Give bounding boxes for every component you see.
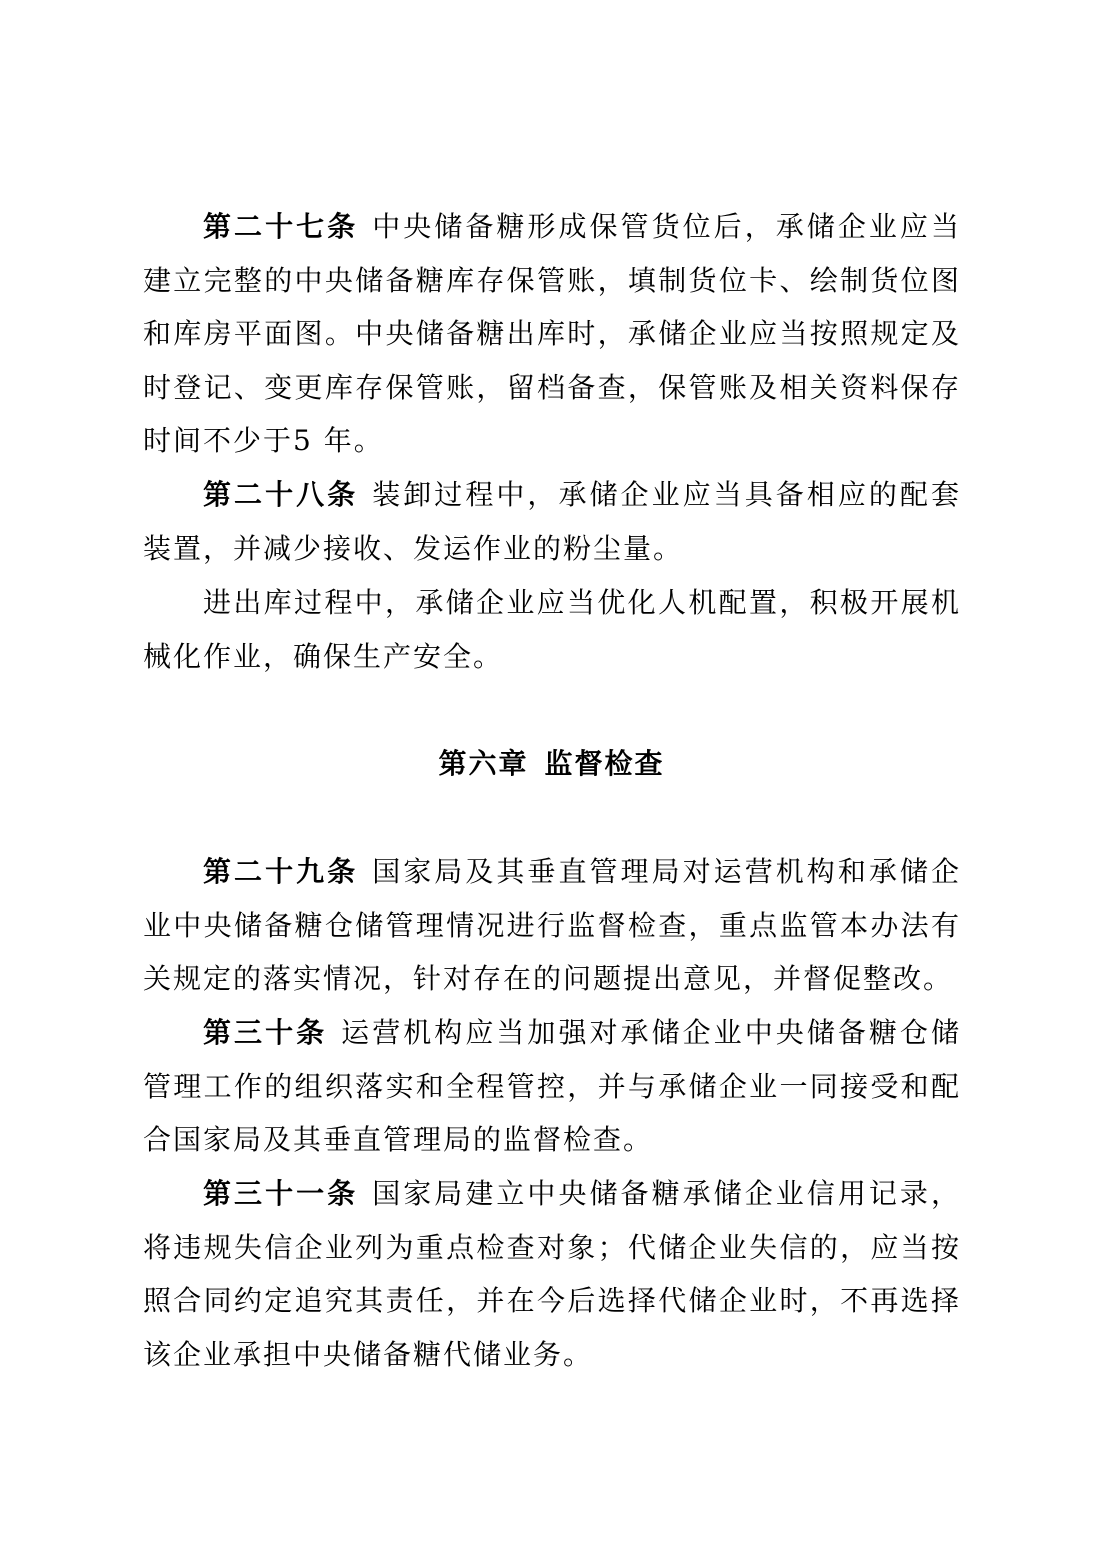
article-label: 第三十条 — [203, 1016, 328, 1049]
article-label: 第三十一条 — [203, 1177, 359, 1210]
chapter-number: 第六章 — [438, 747, 529, 780]
article-28 — [143, 468, 961, 575]
paragraph-text: 进出库过程中，承储企业应当优化人机配置，积极开展机械化作业，确保生产安全。 — [143, 586, 961, 673]
article-31 — [143, 1167, 961, 1381]
article-text: 中央储备糖形成保管货位后，承储企业应当建立完整的中央储备糖库存保管账，填制货位卡、绘制货位图和库房平面图。中央储备糖出库时，承储企业应当按照规定及时登记、变更库存保管账，留档备查，保管账及相关资料保存时间不少于5 年。 — [143, 210, 961, 457]
article-text: 运营机构应当加强对承储企业中央储备糖仓储管理工作的组织落实和全程管控，并与承储企业一同接受和配合国家局及其垂直管理局的监督检查。 — [143, 1016, 961, 1156]
chapter-heading — [0, 742, 1103, 782]
article-28-paragraph-2 — [143, 576, 961, 683]
article-label: 第二十八条 — [203, 478, 359, 511]
article-text: 国家局及其垂直管理局对运营机构和承储企业中央储备糖仓储管理情况进行监督检查，重点监管本办法有关规定的落实情况，针对存在的问题提出意见，并督促整改。 — [143, 855, 961, 995]
article-label: 第二十九条 — [203, 855, 359, 888]
article-text: 国家局建立中央储备糖承储企业信用记录，将违规失信企业列为重点检查对象；代储企业失信的，应当按照合同约定追究其责任，并在今后选择代储企业时，不再选择该企业承担中央储备糖代储业务。 — [143, 1177, 961, 1371]
article-30 — [143, 1006, 961, 1167]
chapter-title: 监督检查 — [544, 747, 665, 780]
article-27 — [143, 200, 961, 468]
article-text: 装卸过程中，承储企业应当具备相应的配套装置，并减少接收、发运作业的粉尘量。 — [143, 478, 961, 565]
article-29 — [143, 845, 961, 1006]
article-label: 第二十七条 — [203, 210, 359, 243]
